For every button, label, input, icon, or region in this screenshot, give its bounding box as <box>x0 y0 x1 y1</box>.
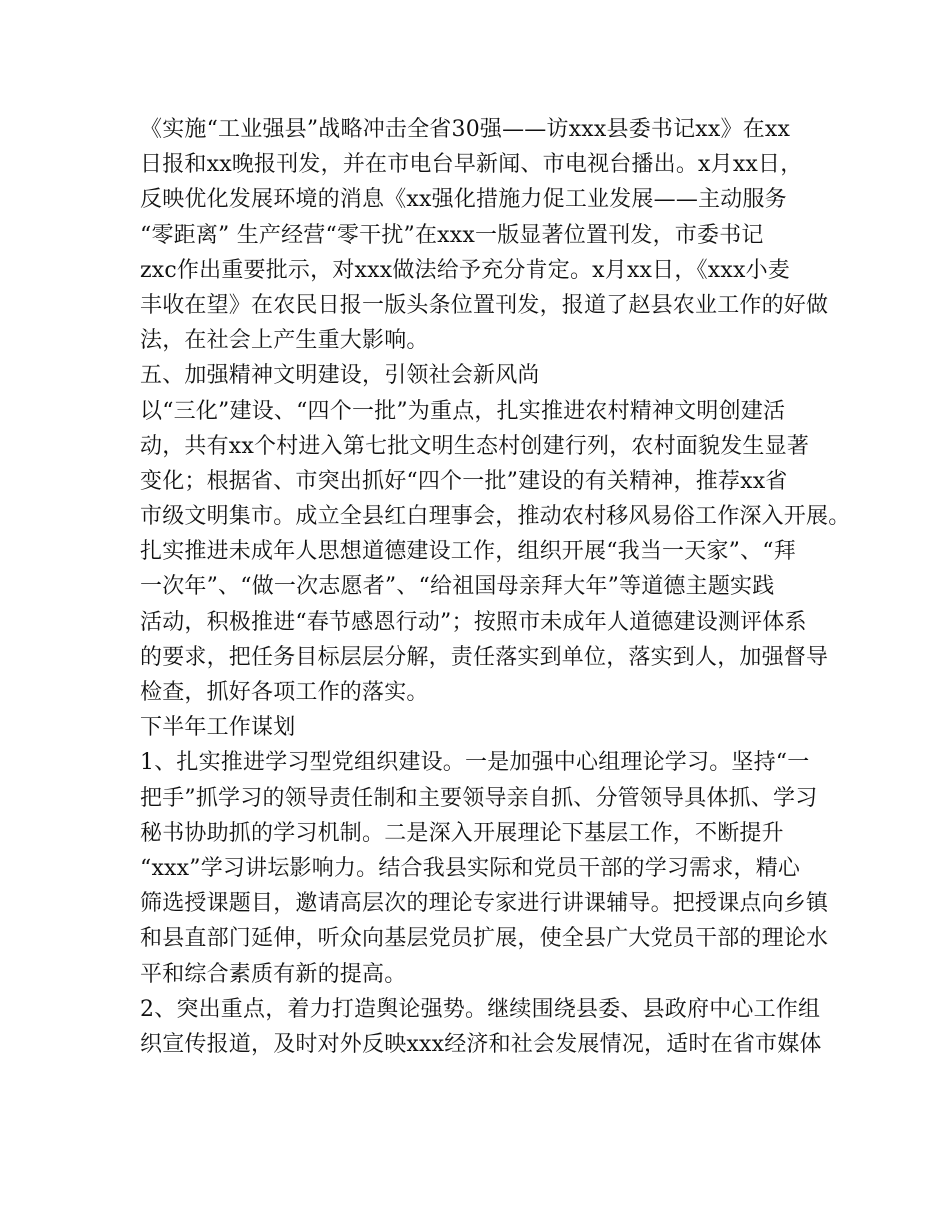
text-line: 扎实推进未成年人思想道德建设工作，组织开展“我当一天家”、“拜 <box>140 539 796 565</box>
text-line: 检查，抓好各项工作的落实。 <box>140 680 429 705</box>
text-line: 一次年”、“做一次志愿者”、“给祖国母亲拜大年”等道德主题实践 <box>140 574 775 600</box>
text-line: 法，在社会上产生重大影响。 <box>140 328 429 354</box>
text-line: 市级文明集市。成立全县红白理事会，推动农村移风易俗工作深入开展。 <box>140 504 851 530</box>
text-line: 反映优化发展环境的消息《xx强化措施力促工业发展——主动服务 <box>140 187 787 213</box>
text-line: 活动，积极推进“春节感恩行动”；按照市未成年人道德建设测评体系 <box>140 609 807 635</box>
text-line: 平和综合素质有新的提高。 <box>140 961 407 987</box>
text-line: 把手”抓学习的领导责任制和主要领导亲自抓、分管领导具体抓、学习 <box>140 785 818 811</box>
text-line: zxc作出重要批示，对xxx做法给予充分肯定。x月xx日，《xxx小麦 <box>140 257 790 283</box>
text-line: 1、扎实推进学习型党组织建设。一是加强中心组理论学习。坚持“一 <box>140 750 810 776</box>
text-line: 秘书协助抓的学习机制。二是深入开展理论下基层工作，不断提升 <box>140 820 784 846</box>
document-body <box>140 112 851 1062</box>
text-line: 变化；根据省、市突出抓好“四个一批”建设的有关精神，推荐xx省 <box>140 468 788 494</box>
text-line: “xxx”学习讲坛影响力。结合我县实际和党员干部的学习需求，精心 <box>140 855 801 881</box>
section-heading: 下半年工作谋划 <box>140 715 296 741</box>
text-line: 日报和xx晚报刊发，并在市电台早新闻、市电视台播出。x月xx日， <box>140 152 803 178</box>
text-line: 筛选授课题目，邀请高层次的理论专家进行讲课辅导。把授课点向乡镇 <box>140 891 829 917</box>
text-line: 动，共有xx个村进入第七批文明生态村创建行列，农村面貌发生显著 <box>140 433 810 459</box>
text-line: 织宣传报道，及时对外反映xxx经济和社会发展情况，适时在省市媒体 <box>140 1031 822 1057</box>
text-line: 《实施“工业强县”战略冲击全省30强——访xxx县委书记xx》在xx <box>140 117 791 142</box>
text-line: 和县直部门延伸，听众向基层党员扩展，使全县广大党员干部的理论水 <box>140 926 829 952</box>
text-line: 2、突出重点，着力打造舆论强势。继续围绕县委、县政府中心工作组 <box>140 996 821 1022</box>
text-line: 以“三化”建设、“四个一批”为重点，扎实推进农村精神文明创建活 <box>140 398 786 424</box>
section-heading: 五、加强精神文明建设，引领社会新风尚 <box>140 363 540 389</box>
text-line: “零距离” 生产经营“零干扰”在xxx一版显著位置刊发，市委书记 <box>140 222 764 248</box>
text-line: 丰收在望》在农民日报一版头条位置刊发，报道了赵县农业工作的好做 <box>140 292 829 318</box>
text-line: 的要求，把任务目标层层分解，责任落实到单位，落实到人，加强督导 <box>140 644 829 670</box>
